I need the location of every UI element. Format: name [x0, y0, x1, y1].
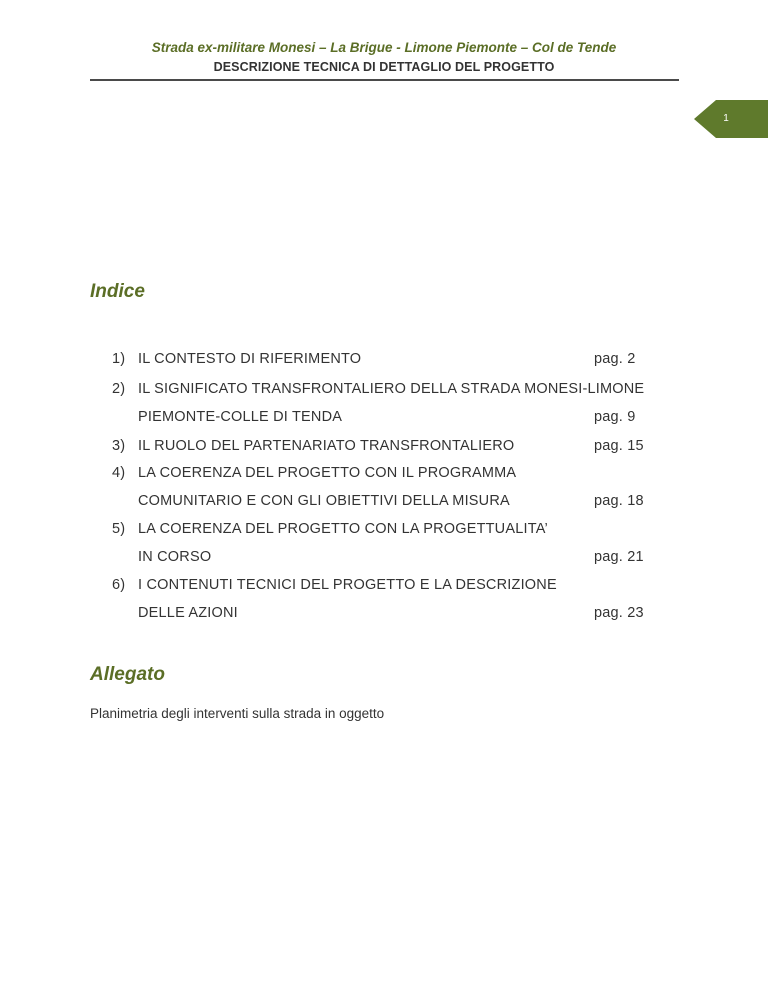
toc-entry-page: pag. 21	[594, 549, 644, 565]
toc-entry-number: 1)	[112, 351, 126, 367]
toc-entry-page: pag. 23	[594, 605, 644, 621]
toc-entry-number: 2)	[112, 381, 126, 397]
toc-entry-title: I CONTENUTI TECNICI DEL PROGETTO E LA DESCRIZIONE	[138, 577, 557, 593]
toc-entry-title: IL RUOLO DEL PARTENARIATO TRANSFRONTALIERO	[138, 438, 515, 454]
toc-entry-title-continued: DELLE AZIONI	[138, 605, 238, 621]
toc-entry-title: IL CONTESTO DI RIFERIMENTO	[138, 351, 362, 367]
toc-entry-title: LA COERENZA DEL PROGETTO CON IL PROGRAMMA	[138, 465, 517, 481]
annex-title: Allegato	[90, 664, 165, 685]
index-title: Indice	[90, 281, 145, 302]
toc-entry-title-continued: COMUNITARIO E CON GLI OBIETTIVI DELLA MISURA	[138, 493, 510, 509]
header-subtitle: DESCRIZIONE TECNICA DI DETTAGLIO DEL PROGETTO	[213, 60, 555, 74]
toc-entry-number: 5)	[112, 521, 126, 537]
toc-entry-number: 3)	[112, 438, 126, 454]
header-block	[90, 40, 678, 74]
toc-entry-number: 4)	[112, 465, 126, 481]
toc-entry-page: pag. 18	[594, 493, 644, 509]
toc-entry-page: pag. 15	[594, 438, 644, 454]
toc-entry-number: 6)	[112, 577, 126, 593]
header-divider	[90, 79, 679, 81]
annex-description: Planimetria degli interventi sulla strada in oggetto	[90, 706, 385, 721]
toc-entry-title: IL SIGNIFICATO TRANSFRONTALIERO DELLA STRADA MONESI-LIMONE	[138, 381, 645, 397]
toc-entry-title-continued: PIEMONTE-COLLE DI TENDA	[138, 409, 343, 425]
toc-entry-page: pag. 9	[594, 409, 636, 425]
page-number: 1	[723, 113, 729, 124]
toc-entry-page: pag. 2	[594, 351, 636, 367]
toc-entry-title: LA COERENZA DEL PROGETTO CON LA PROGETTUALITA’	[138, 521, 548, 537]
toc-entry-title-continued: IN CORSO	[138, 549, 212, 565]
header-title: Strada ex-militare Monesi – La Brigue - Limone Piemonte – Col de Tende	[151, 40, 617, 55]
